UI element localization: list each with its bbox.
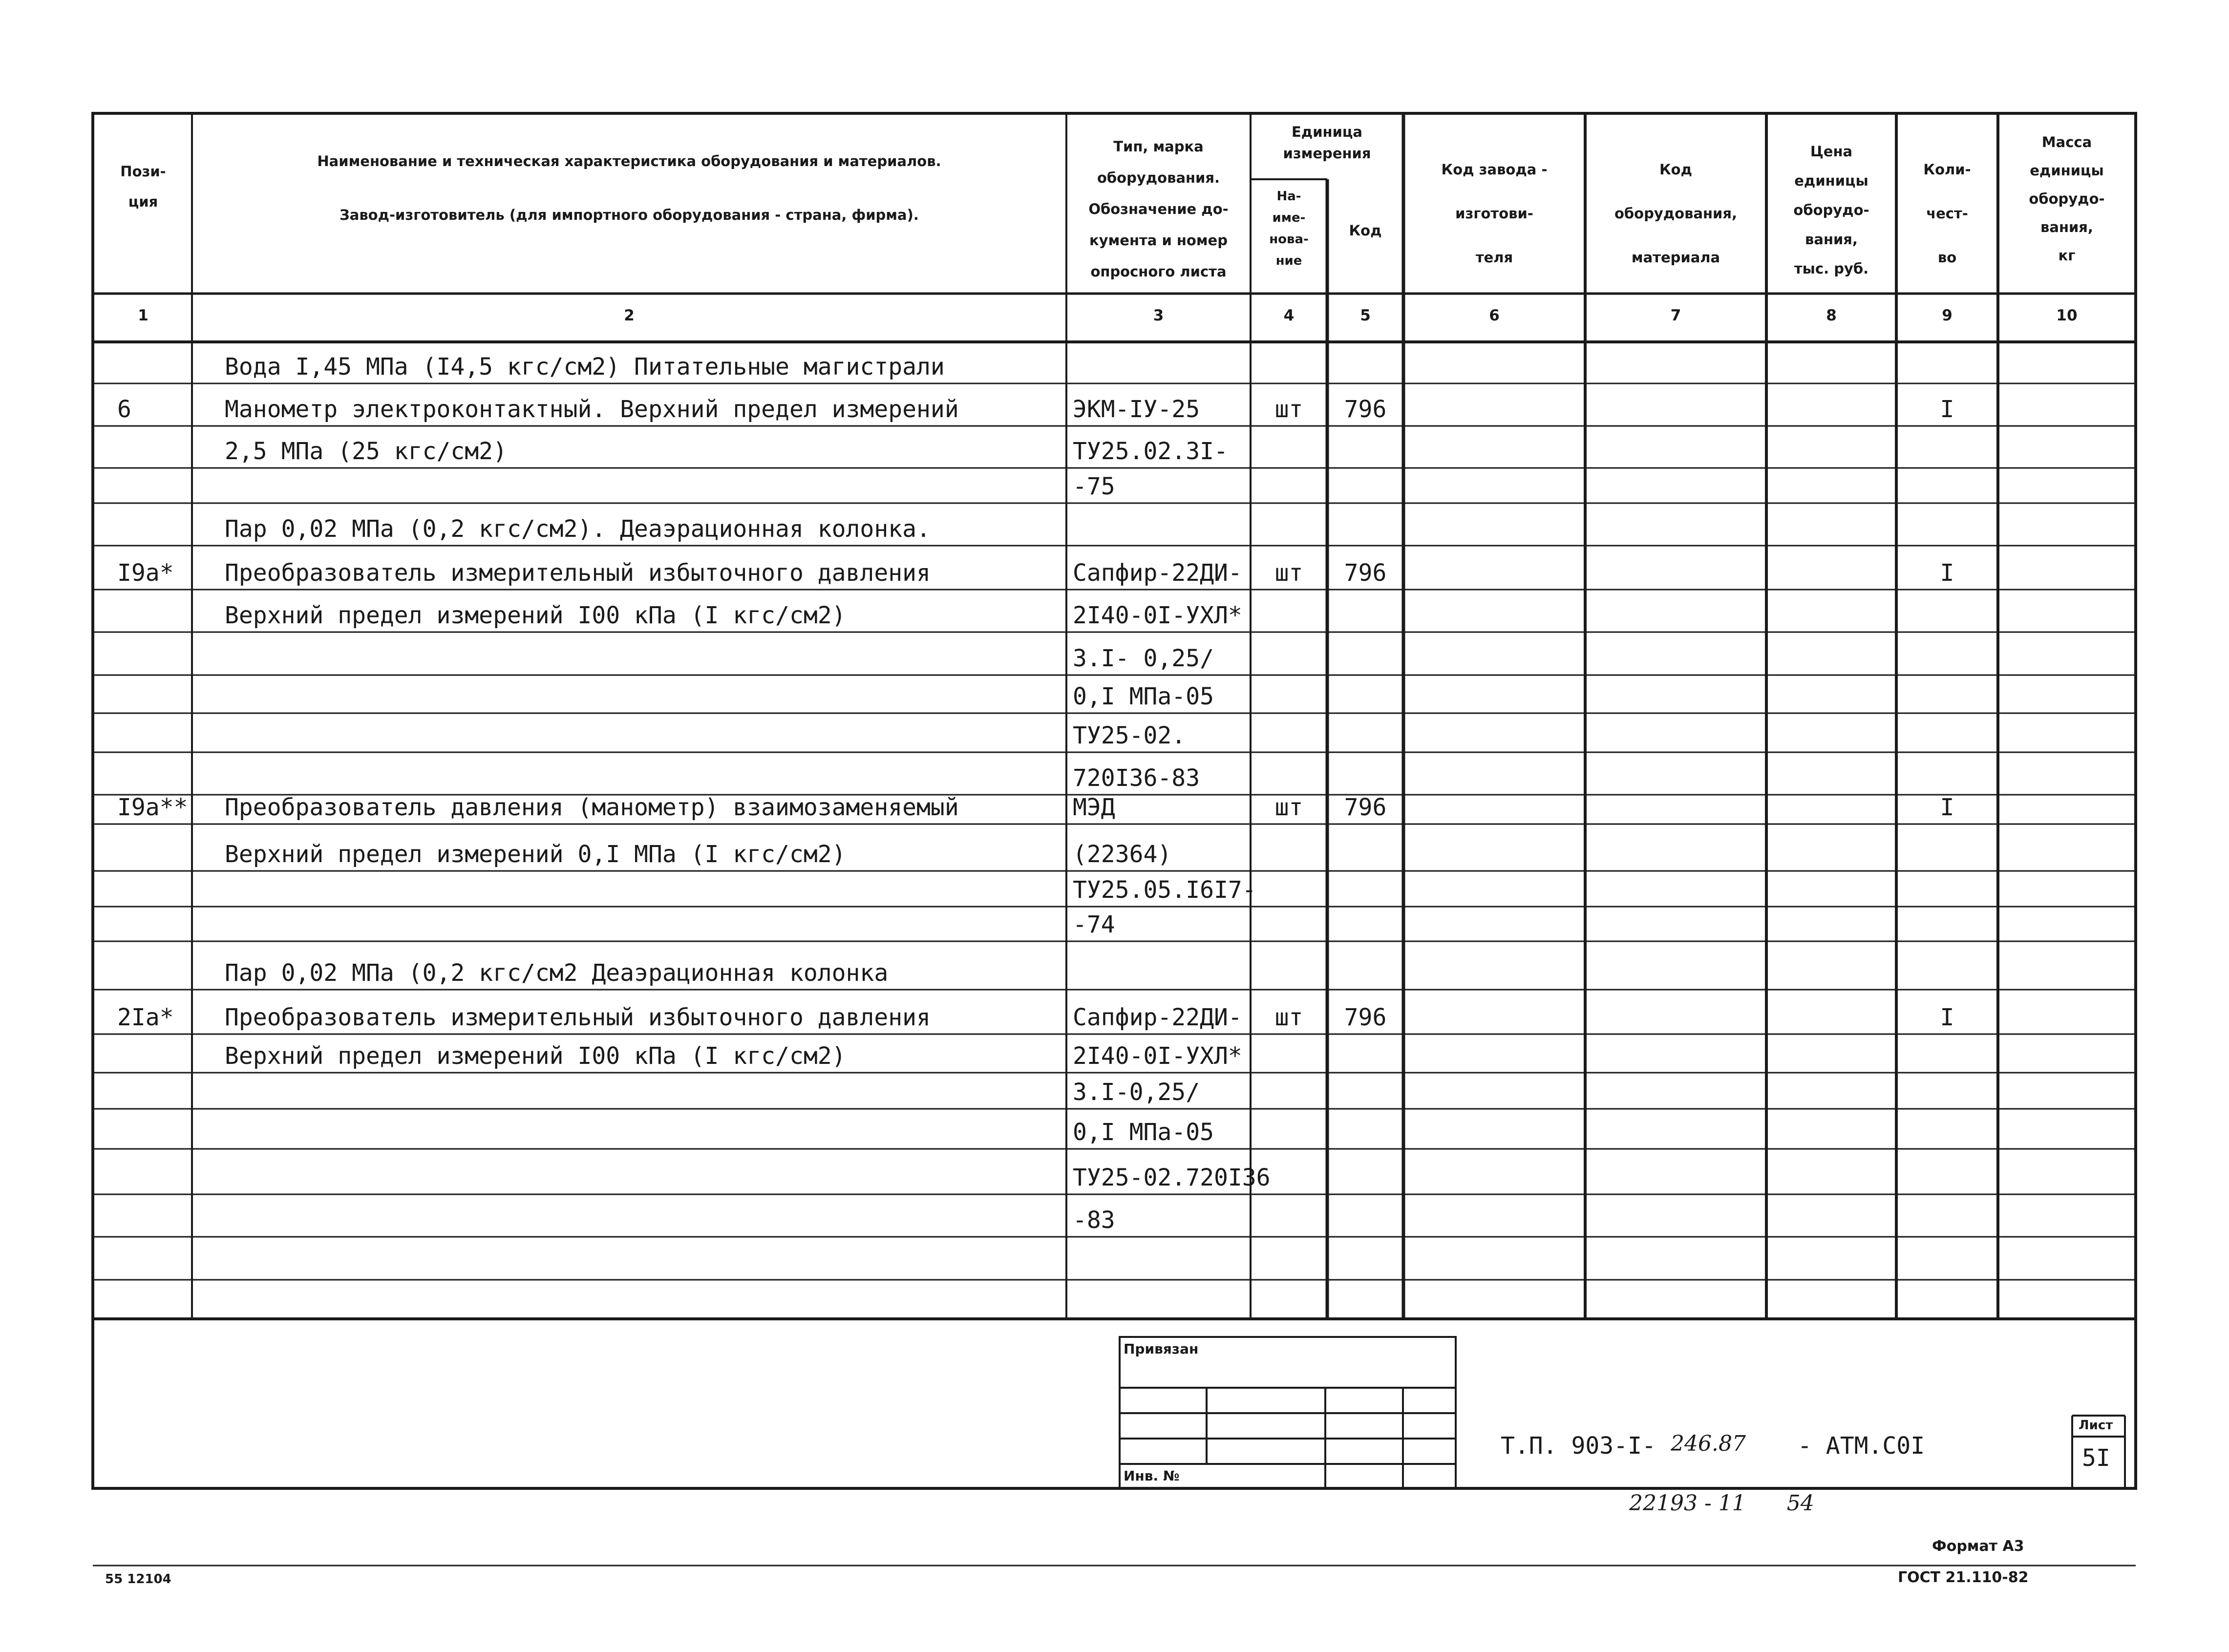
cell-type: -83: [1073, 1207, 1115, 1234]
cell-name: Преобразователь измерительный избыточного давления: [225, 559, 931, 587]
column-number: 9: [1942, 307, 1953, 324]
column-number: 8: [1826, 307, 1837, 324]
cell-type: Сапфир-22ДИ-: [1073, 1004, 1242, 1031]
cell-code: 796: [1344, 794, 1387, 821]
cell-name: Преобразователь измерительный избыточного давления: [225, 1004, 931, 1031]
sheet-number: 5I: [2082, 1444, 2110, 1472]
header-type-mark: Тип, марка оборудования. Обозначение до- кумента и номер опросного листа: [1088, 138, 1229, 280]
column-number: 7: [1670, 307, 1681, 324]
cell-type: 2I40-0I-УХЛ*: [1073, 602, 1242, 629]
cell-name: Манометр электроконтактный. Верхний предел измерений: [225, 396, 959, 423]
doc-designation-suffix: - АТМ.С0I: [1798, 1432, 1925, 1460]
header-unit-name: На- име- нова- ние: [1269, 189, 1309, 268]
cell-pos: I9а*: [117, 559, 174, 587]
header-unit-mass: Масса единицы оборудо- вания, кг: [2029, 134, 2105, 264]
header-plant-code: Код завода - изготови- теля: [1441, 161, 1548, 266]
cell-name: Пар 0,02 МПа (0,2 кгс/см2 Деаэрационная колонка: [225, 959, 889, 987]
column-number: 4: [1283, 307, 1295, 324]
cell-pos: 2Iа*: [117, 1004, 174, 1031]
cell-type: ТУ25-02.: [1073, 722, 1186, 749]
cell-type: ТУ25.02.3I-: [1073, 438, 1228, 465]
cell-type: ТУ25.05.I6I7-: [1073, 876, 1256, 904]
cell-name: Верхний предел измерений I00 кПа (I кгс/см2): [225, 1042, 846, 1070]
stamp-inventory: Инв. №: [1124, 1468, 1180, 1484]
header-quantity: Коли- чест- во: [1923, 161, 1971, 266]
cell-name: Пар 0,02 МПа (0,2 кгс/см2). Деаэрационная колонка.: [225, 515, 931, 543]
cell-name: Вода I,45 МПа (I4,5 кгс/см2) Питательные магистрали: [225, 353, 945, 381]
cell-name: Верхний предел измерений I00 кПа (I кгс/см2): [225, 602, 846, 629]
cell-type: -74: [1073, 911, 1115, 938]
cell-name: Верхний предел измерений 0,I МПа (I кгс/см2): [225, 841, 846, 868]
format-label: Формат А3: [1932, 1538, 2024, 1555]
doc-designation-prefix: Т.П. 903-I-: [1501, 1432, 1656, 1460]
cell-type: ЭКМ-IУ-25: [1073, 396, 1200, 423]
cell-qty: I: [1940, 1004, 1954, 1031]
cell-pos: 6: [117, 396, 131, 423]
handwritten-note: 22193 - 11 54: [1629, 1491, 1814, 1516]
header-equipment-code: Код оборудования, материала: [1614, 161, 1738, 266]
cell-type: 3.I-0,25/: [1073, 1079, 1200, 1106]
gost-label: ГОСТ 21.110-82: [1898, 1569, 2029, 1586]
cell-type: (22364): [1073, 841, 1172, 868]
cell-qty: I: [1940, 396, 1954, 423]
cell-qty: I: [1940, 794, 1954, 821]
doc-designation-handwritten: 246.87: [1671, 1431, 1746, 1456]
cell-type: 3.I- 0,25/: [1073, 645, 1214, 672]
bottom-left-code: 55 12104: [105, 1572, 171, 1587]
cell-code: 796: [1344, 396, 1387, 423]
cell-type: -75: [1073, 473, 1115, 500]
cell-type: ТУ25-02.720I36: [1073, 1164, 1271, 1191]
cell-type: 2I40-0I-УХЛ*: [1073, 1042, 1242, 1070]
column-number: 1: [138, 307, 149, 324]
header-unit-price: Цена единицы оборудо- вания, тыс. руб.: [1793, 143, 1869, 277]
cell-type: МЭД: [1073, 794, 1115, 821]
column-number: 6: [1489, 307, 1500, 324]
header-unit-code: Код: [1349, 222, 1382, 239]
cell-code: 796: [1344, 559, 1387, 587]
cell-type: Сапфир-22ДИ-: [1073, 559, 1242, 587]
cell-qty: I: [1940, 559, 1954, 587]
cell-pos: I9а**: [117, 794, 188, 821]
column-number: 5: [1360, 307, 1371, 324]
column-number: 2: [624, 307, 635, 324]
column-number: 3: [1153, 307, 1164, 324]
cell-unit: шт: [1274, 1004, 1303, 1031]
sheet-label: Лист: [2079, 1418, 2113, 1433]
cell-type: 0,I МПа-05: [1073, 1119, 1214, 1146]
cell-type: 0,I МПа-05: [1073, 683, 1214, 710]
stamp-attached: Привязан: [1124, 1341, 1199, 1357]
header-unit: Единица измерения: [1283, 124, 1371, 162]
column-number: 10: [2056, 307, 2078, 324]
cell-code: 796: [1344, 1004, 1387, 1031]
cell-type: 720I36-83: [1073, 764, 1200, 792]
cell-unit: шт: [1274, 396, 1303, 423]
header-name-line1: Наименование и техническая характеристика оборудования и материалов.: [317, 153, 941, 169]
cell-name: Преобразователь давления (манометр) взаимозаменяемый: [225, 794, 959, 821]
header-name-line2: Завод-изготовитель (для импортного оборудования - страна, фирма).: [340, 207, 919, 223]
cell-unit: шт: [1274, 794, 1303, 821]
cell-name: 2,5 МПа (25 кгс/см2): [225, 438, 507, 465]
cell-unit: шт: [1274, 559, 1303, 587]
header-position: Пози- ция: [120, 163, 166, 210]
